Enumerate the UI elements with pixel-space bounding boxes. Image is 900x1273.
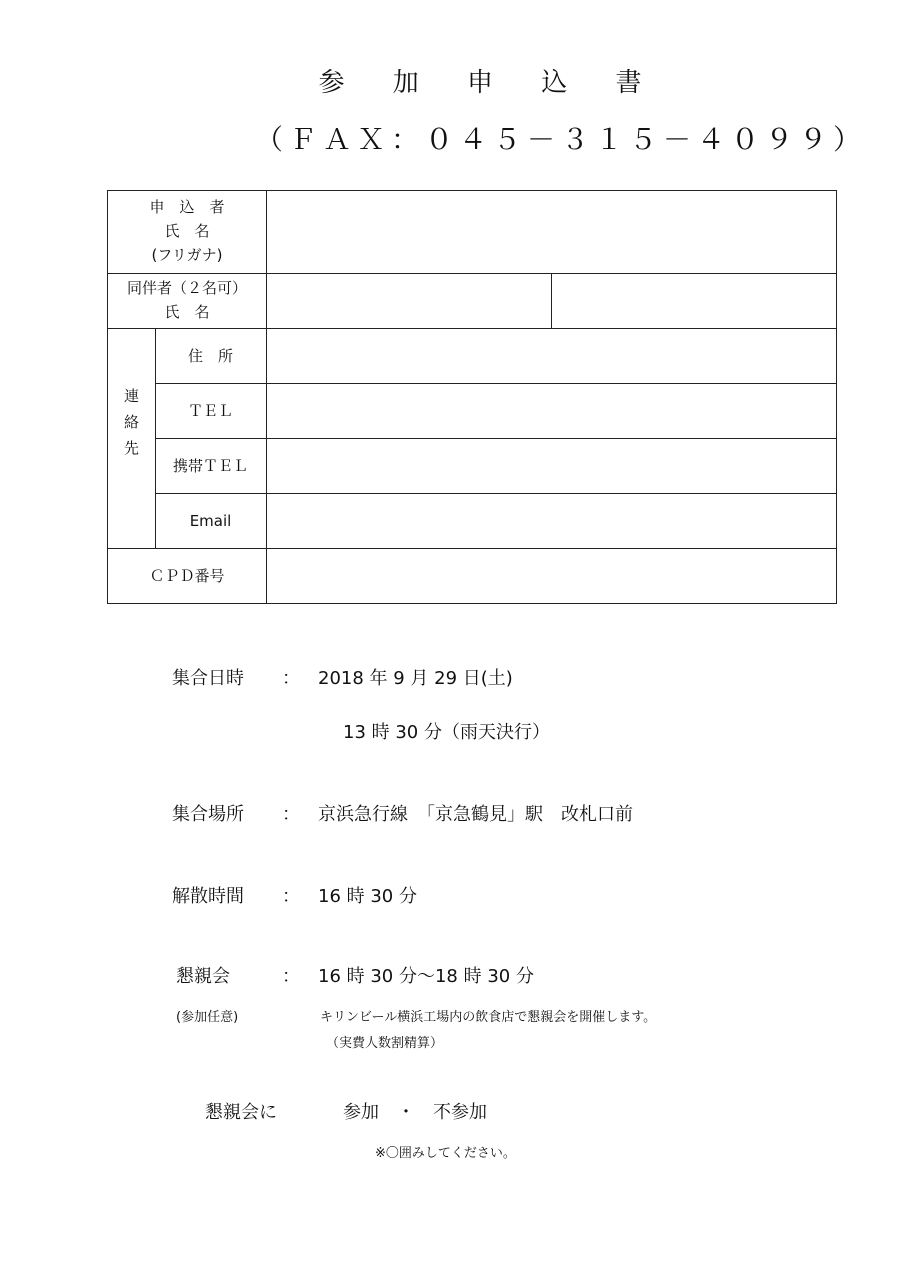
- meeting-place-label: 集合場所: [172, 804, 244, 825]
- dismissal-time: 16 時 30 分: [318, 886, 417, 907]
- contact-label: 連 絡 先: [123, 387, 139, 457]
- meeting-place: 京浜急行線 「京急鶴見」駅 改札口前: [318, 804, 633, 825]
- cpd-number-label: ＣＰＤ番号: [149, 567, 225, 585]
- party-label: 懇親会: [176, 966, 230, 987]
- colon: ：: [282, 966, 300, 987]
- party-description: キリンビール横浜工場内の飲食店で懇親会を開催します。: [320, 1010, 657, 1025]
- email-field[interactable]: [267, 494, 836, 548]
- companion-name-label: 同伴者（２名可） 氏 名: [126, 279, 247, 321]
- companion-2-field[interactable]: [552, 274, 836, 328]
- party-fee-note: （実費人数割精算）: [326, 1036, 444, 1051]
- tel-label: ＴＥＬ: [187, 402, 233, 420]
- party-optional-note: (参加任意): [176, 1010, 239, 1025]
- cpd-number-field[interactable]: [267, 549, 836, 603]
- colon: ：: [282, 668, 300, 689]
- rsvp-options[interactable]: 参加 ・ 不参加: [343, 1102, 487, 1123]
- companion-1-field[interactable]: [267, 274, 551, 328]
- page-title: 参 加 申 込 書: [318, 68, 662, 98]
- fax-number: （ＦＡＸ：０４５－３１５－４０９９）: [255, 123, 868, 156]
- applicant-name-field[interactable]: [267, 191, 836, 273]
- mobile-tel-label: 携帯ＴＥＬ: [172, 457, 248, 475]
- tel-field[interactable]: [267, 384, 836, 438]
- meeting-time: 13 時 30 分（雨天決行）: [343, 722, 550, 743]
- colon: ：: [282, 804, 300, 825]
- applicant-name-label: 申 込 者 氏 名 (フリガナ): [149, 198, 225, 264]
- colon: ：: [282, 886, 300, 907]
- dismissal-label: 解散時間: [172, 886, 244, 907]
- rsvp-note: ※〇囲みしてください。: [375, 1146, 516, 1161]
- meeting-date: 2018 年 9 月 29 日(土): [318, 668, 513, 689]
- email-label: Email: [189, 512, 232, 530]
- address-field[interactable]: [267, 329, 836, 383]
- address-label: 住 所: [187, 347, 233, 365]
- mobile-tel-field[interactable]: [267, 439, 836, 493]
- application-form: [107, 190, 837, 604]
- meeting-datetime-label: 集合日時: [172, 668, 244, 689]
- party-time: 16 時 30 分～18 時 30 分: [318, 966, 534, 987]
- rsvp-label: 懇親会に: [205, 1102, 277, 1123]
